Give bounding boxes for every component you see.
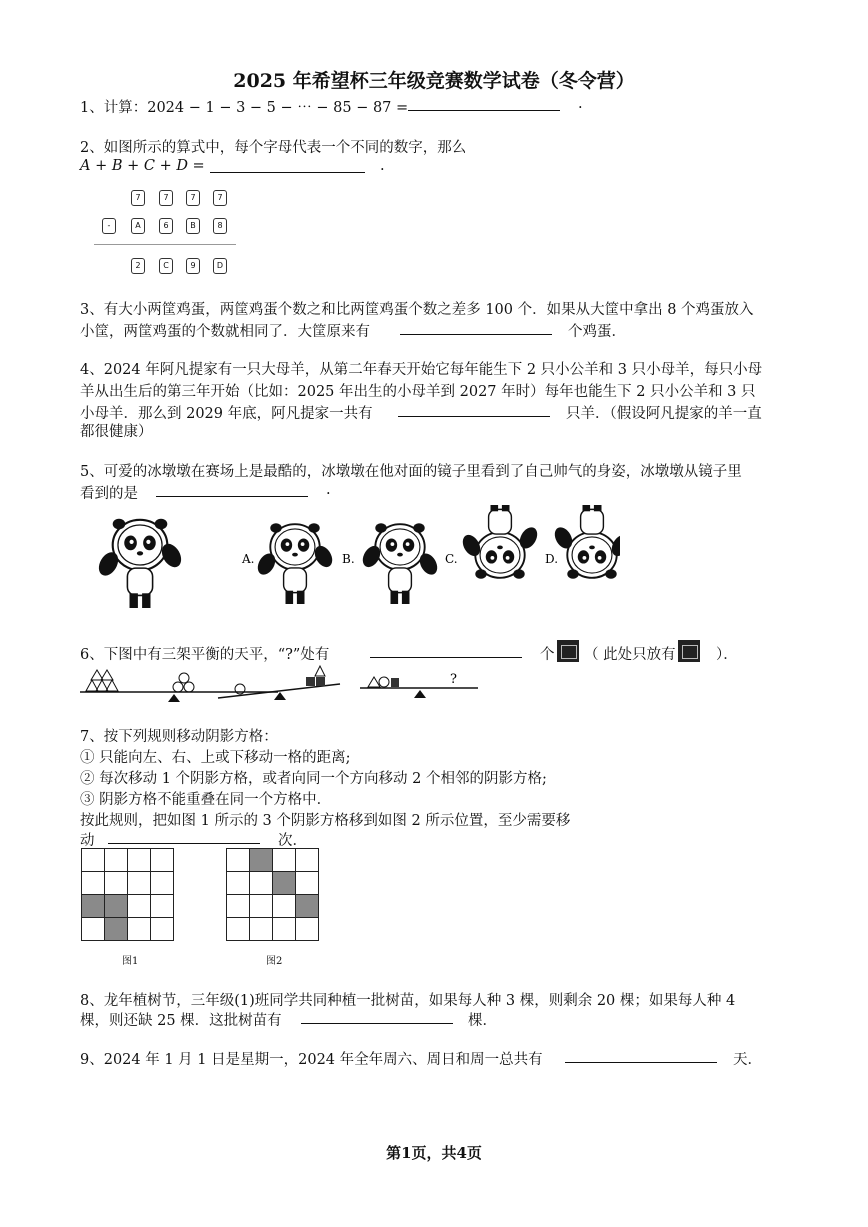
letter-box-d: D bbox=[213, 258, 227, 274]
q7-rule3: ③ 阴影方格不能重叠在同一个方格中． bbox=[80, 792, 332, 808]
q8-end: 棵． bbox=[468, 1013, 497, 1029]
q5-line2: 看到的是 bbox=[80, 486, 138, 502]
cube-icon bbox=[557, 640, 579, 662]
q2-line1: 2、如图所示的算式中，每个字母代表一个不同的数字，那么 bbox=[80, 140, 467, 156]
q7-rule1: ① 只能向左、右、上或下移动一格的距离; bbox=[80, 750, 351, 766]
q5-answer-blank[interactable] bbox=[156, 496, 308, 497]
q9-answer-blank[interactable] bbox=[565, 1062, 717, 1063]
q4-line4: 都很健康） bbox=[80, 424, 153, 440]
q4-line2: 羊从出生后的第三年开始（比如：2025 年出生的小母羊到 2027 年时）每年也能生下 2 只小公羊和 3 只 bbox=[80, 384, 756, 400]
digit-box: 7 bbox=[131, 190, 145, 206]
letter-box-b: B bbox=[186, 218, 200, 234]
digit-box: 8 bbox=[213, 218, 227, 234]
q7-line5: 按此规则，把如图 1 所示的 3 个阴影方格移到如图 2 所示位置，至少需要移 bbox=[80, 813, 571, 829]
q2-end: . bbox=[380, 158, 385, 174]
q6-answer-blank[interactable] bbox=[370, 657, 522, 658]
q6-unit: 个 bbox=[540, 647, 555, 663]
q6-text: 6、下图中有三架平衡的天平，“?”处有 bbox=[80, 647, 330, 663]
mascot-original bbox=[95, 519, 185, 608]
cube-icon bbox=[678, 640, 700, 662]
balance-scale-1 bbox=[80, 670, 278, 702]
q3-line2: 小筐，两筐鸡蛋的个数就相同了．大筐原来有 bbox=[80, 324, 370, 340]
option-d-label: D. bbox=[545, 552, 559, 566]
option-a-label: A. bbox=[242, 552, 255, 566]
option-c-label: C. bbox=[445, 552, 458, 566]
q1-text: 1、计算：2024 − 1 − 3 − 5 − ⋯ − 85 − 87 = bbox=[80, 100, 409, 116]
digit-box: 7 bbox=[159, 190, 173, 206]
q2-answer-blank[interactable] bbox=[210, 172, 365, 173]
subtraction-line bbox=[94, 244, 236, 245]
q5-line1: 5、可爱的冰墩墩在赛场上是最酷的，冰墩墩在他对面的镜子里看到了自己帅气的身姿，冰墩墩从镜子里 bbox=[80, 464, 742, 480]
q1-end: . bbox=[578, 96, 583, 112]
mascot-option-a bbox=[254, 523, 336, 604]
q4-line3b: 只羊．（假设阿凡提家的羊一直 bbox=[566, 406, 762, 422]
minus-box: - bbox=[102, 218, 116, 234]
fig2-caption: 图2 bbox=[266, 956, 283, 967]
q4-line3a: 小母羊．那么到 2029 年底，阿凡提家一共有 bbox=[80, 406, 373, 422]
balance-scale-2 bbox=[218, 666, 340, 700]
letter-box-c: C bbox=[159, 258, 173, 274]
q1-answer-blank[interactable] bbox=[408, 110, 560, 111]
q3-answer-blank[interactable] bbox=[400, 334, 552, 335]
q6-note: （ 此处只放有 bbox=[584, 647, 676, 663]
letter-box-a: A bbox=[131, 218, 145, 234]
digit-box: 7 bbox=[213, 190, 227, 206]
digit-box: 6 bbox=[159, 218, 173, 234]
grid-figure-1 bbox=[81, 848, 174, 941]
q8-answer-blank[interactable] bbox=[301, 1023, 453, 1024]
q5-end: . bbox=[326, 482, 331, 498]
mascot-option-b bbox=[359, 523, 441, 604]
balance-scale-3 bbox=[360, 672, 478, 698]
q3-end: 个鸡蛋． bbox=[568, 324, 626, 340]
q9-text: 9、2024 年 1 月 1 日是星期一，2024 年全年周六、周日和周一总共有 bbox=[80, 1052, 543, 1068]
balance-scales bbox=[78, 664, 498, 708]
q4-answer-blank[interactable] bbox=[398, 416, 550, 417]
mascot-figures bbox=[80, 505, 620, 625]
q6-close: ）． bbox=[716, 647, 738, 663]
digit-box: 2 bbox=[131, 258, 145, 274]
mascot-option-d bbox=[551, 505, 620, 579]
q8-line2: 棵，则还缺 25 棵．这批树苗有 bbox=[80, 1013, 282, 1029]
page-footer: 第1页，共4页 bbox=[386, 1144, 482, 1162]
q7-rule2: ② 每次移动 1 个阴影方格，或者向同一个方向移动 2 个相邻的阴影方格; bbox=[80, 771, 547, 787]
unknown-mark: ? bbox=[450, 672, 457, 687]
fig1-caption: 图1 bbox=[122, 956, 139, 967]
q8-line1: 8、龙年植树节，三年级(1)班同学共同种植一批树苗，如果每人种 3 棵，则剩余 20 棵；如果每人种 4 bbox=[80, 993, 736, 1009]
q7-line6b: 次． bbox=[278, 833, 307, 849]
option-b-label: B. bbox=[342, 552, 355, 566]
q9-end: 天． bbox=[733, 1052, 762, 1068]
mascot-option-c bbox=[459, 505, 541, 579]
grid-figure-2 bbox=[226, 848, 319, 941]
q7-line1: 7、按下列规则移动阴影方格： bbox=[80, 729, 278, 745]
q2-line2: A + B + C + D = bbox=[80, 158, 205, 174]
q4-line1: 4、2024 年阿凡提家有一只大母羊，从第二年春天开始它每年能生下 2 只小公羊和 3 只小母羊，每只小母 bbox=[80, 362, 763, 378]
page-title: 2025 年希望杯三年级竞赛数学试卷（冬令营） bbox=[233, 70, 635, 92]
q3-line1: 3、有大小两筐鸡蛋，两筐鸡蛋个数之和比两筐鸡蛋个数之差多 100 个．如果从大筐中拿出 8 个鸡蛋放入 bbox=[80, 302, 754, 318]
digit-box: 7 bbox=[186, 190, 200, 206]
q7-line6a: 动 bbox=[80, 833, 95, 849]
digit-box: 9 bbox=[186, 258, 200, 274]
q7-answer-blank[interactable] bbox=[108, 843, 260, 844]
